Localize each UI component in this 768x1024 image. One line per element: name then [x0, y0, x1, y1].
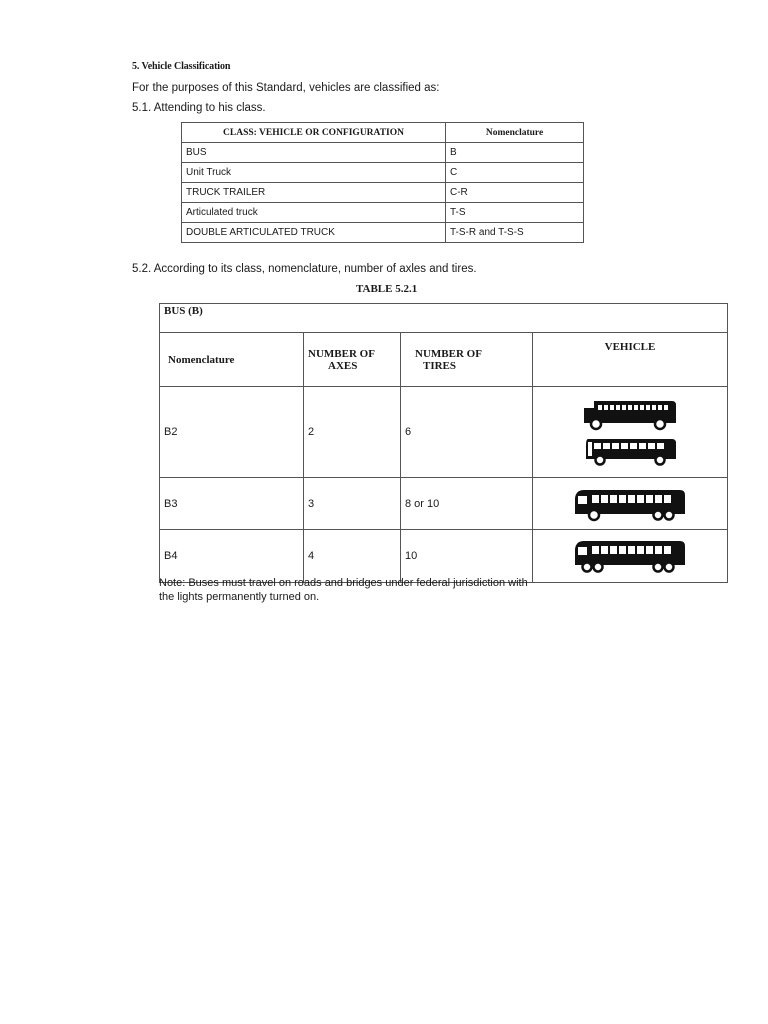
header-axes-line1: NUMBER OF	[308, 347, 375, 360]
class-cell: TRUCK TRAILER	[182, 183, 446, 203]
class-cell: BUS	[182, 143, 446, 163]
bus-table-group-row	[160, 304, 728, 333]
class-table-header-row	[182, 123, 584, 143]
table-row	[160, 478, 728, 530]
header-nomenclature: Nomenclature	[160, 333, 304, 387]
table-row	[160, 530, 728, 583]
bus-table-header-row	[160, 333, 728, 387]
nomenclature-cell: T-S-R and T-S-S	[446, 223, 584, 243]
table-row	[182, 183, 584, 203]
bus-classification-table	[159, 303, 728, 583]
intro-paragraph: For the purposes of this Standard, vehicles are classified as:	[132, 82, 440, 94]
class-cell: DOUBLE ARTICULATED TRUCK	[182, 223, 446, 243]
bus-tires-cell: 10	[401, 530, 533, 583]
class-table-header-nomenclature: Nomenclature	[446, 123, 584, 143]
bus-vehicle-cell	[533, 478, 728, 530]
note-line-2: the lights permanently turned on.	[159, 591, 320, 603]
nomenclature-cell: C-R	[446, 183, 584, 203]
table-row	[182, 163, 584, 183]
header-tires-line2: TIRES	[423, 359, 457, 372]
bus-tires-cell: 6	[401, 387, 533, 478]
bus-tires-cell: 8 or 10	[401, 478, 533, 530]
coach-bus-icon	[580, 433, 680, 467]
bus-axes-cell: 3	[304, 478, 401, 530]
header-tires-line1: NUMBER OF	[415, 347, 482, 360]
table-title: TABLE 5.2.1	[356, 283, 418, 295]
table-note	[159, 576, 579, 604]
three-axle-bus-icon	[572, 486, 688, 522]
bus-nomenclature-cell: B2	[160, 387, 304, 478]
four-axle-bus-icon	[572, 537, 688, 575]
header-vehicle: VEHICLE	[533, 333, 728, 387]
nomenclature-cell: C	[446, 163, 584, 183]
subsection-5-2-label: 5.2. According to its class, nomenclature, number of axles and tires.	[132, 263, 477, 275]
school-bus-icon	[580, 397, 680, 431]
table-row	[182, 203, 584, 223]
table-row	[182, 143, 584, 163]
header-number-of-tires	[401, 333, 533, 387]
bus-nomenclature-cell: B3	[160, 478, 304, 530]
header-number-of-axes	[304, 333, 401, 387]
bus-vehicle-cell	[533, 387, 728, 478]
nomenclature-cell: B	[446, 143, 584, 163]
class-cell: Unit Truck	[182, 163, 446, 183]
table-row	[182, 223, 584, 243]
section-heading: 5. Vehicle Classification	[132, 61, 231, 72]
bus-group-label: BUS (B)	[160, 304, 728, 333]
bus-axes-cell: 2	[304, 387, 401, 478]
bus-nomenclature-cell: B4	[160, 530, 304, 583]
bus-vehicle-cell	[533, 530, 728, 583]
nomenclature-cell: T-S	[446, 203, 584, 223]
subsection-5-1-label: 5.1. Attending to his class.	[132, 102, 266, 114]
bus-axes-cell: 4	[304, 530, 401, 583]
vehicle-class-table	[181, 122, 584, 243]
table-row	[160, 387, 728, 478]
class-table-header-class: CLASS: VEHICLE OR CONFIGURATION	[182, 123, 446, 143]
header-axes-line2: AXES	[328, 359, 358, 372]
note-line-1: Note: Buses must travel on roads and bridges under federal jurisdiction with	[159, 577, 528, 589]
class-cell: Articulated truck	[182, 203, 446, 223]
